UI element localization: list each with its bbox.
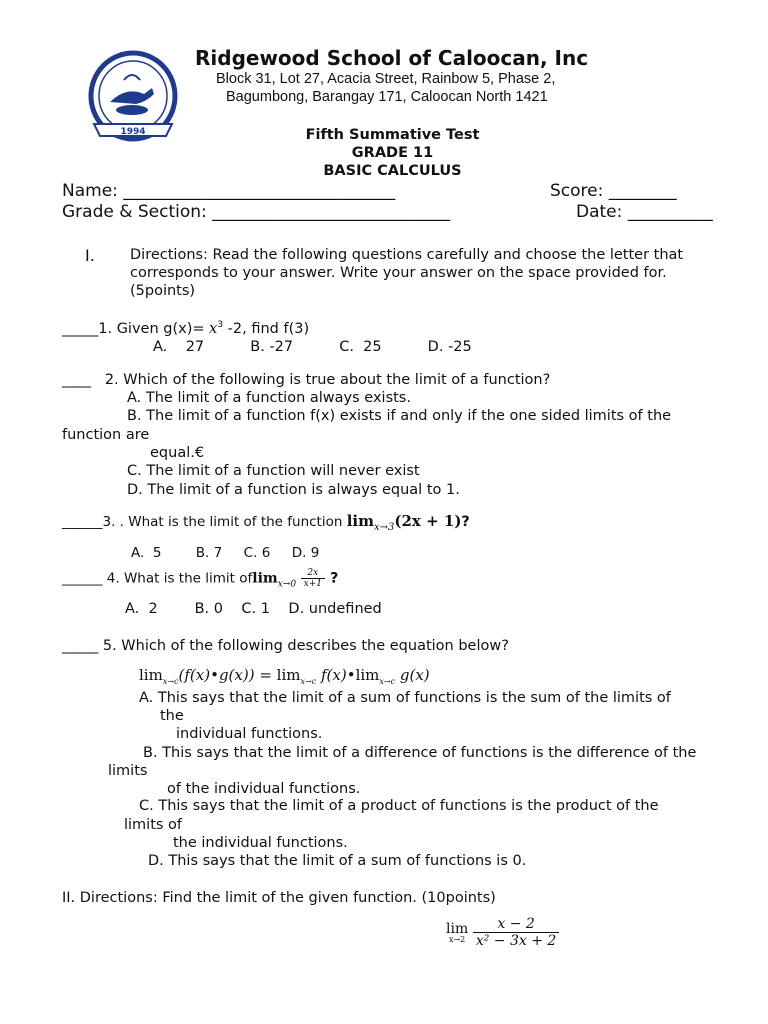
q4-numerator: 2x bbox=[301, 568, 325, 579]
q5-option-b-line2: limits bbox=[108, 763, 148, 779]
q5-option-a-line3: individual functions. bbox=[176, 726, 323, 742]
q5-option-d: D. This says that the limit of a sum of functions is 0. bbox=[148, 853, 527, 869]
grade-label: GRADE 11 bbox=[351, 145, 434, 161]
q3-suffix: ? bbox=[461, 514, 470, 530]
seal-year: 1994 bbox=[120, 127, 146, 137]
q4-sub: x→0 bbox=[277, 579, 297, 590]
part2-lim: lim bbox=[446, 920, 469, 937]
school-name: Ridgewood School of Caloocan, Inc bbox=[195, 46, 589, 70]
q5-option-a-line1: A. This says that the limit of a sum of functions is the sum of the limits of bbox=[139, 690, 671, 706]
q2-option-a: A. The limit of a function always exists. bbox=[127, 390, 411, 406]
q4-fraction bbox=[301, 568, 325, 589]
q5-eq-lim-2: lim bbox=[276, 666, 301, 684]
q2-option-b-line1: B. The limit of a function f(x) exists if and only if the one sided limits of the bbox=[127, 408, 672, 424]
part2-directions: II. Directions: Find the limit of the given function. (10points) bbox=[62, 890, 496, 906]
q5-option-c-line1: C. This says that the limit of a product of functions is the product of the bbox=[139, 798, 659, 814]
part2-limit-expression bbox=[446, 916, 559, 949]
q5-eq-sub-3: x→c bbox=[379, 677, 396, 686]
q5-option-b-line1: B. This says that the limit of a difference of functions is the difference of the bbox=[143, 745, 697, 761]
q2-option-d: D. The limit of a function is always equal to 1. bbox=[127, 482, 460, 498]
q2-option-c: C. The limit of a function will never exist bbox=[127, 463, 420, 479]
q3-options: A. 5 B. 7 C. 6 D. 9 bbox=[131, 545, 320, 561]
q3-prefix: ______3. . What is the limit of the function bbox=[62, 514, 347, 530]
score-field: Score: ________ bbox=[550, 181, 677, 201]
address-line-1: Block 31, Lot 27, Acacia Street, Rainbow 5, Phase 2, bbox=[216, 71, 556, 87]
q5-eq-lim-3: lim bbox=[355, 666, 380, 684]
q1-exp: 3 bbox=[217, 320, 224, 330]
q3-lim: lim bbox=[346, 512, 374, 530]
q4-denominator: x+1 bbox=[303, 579, 322, 589]
q1-var: x bbox=[209, 320, 218, 337]
question-5-stem: _____ 5. Which of the following describes the equation below? bbox=[62, 638, 509, 654]
q5-option-c-line2: limits of bbox=[124, 817, 183, 833]
q5-eq-body-3: g(x) bbox=[399, 666, 430, 684]
q5-eq-sub-1: x→c bbox=[162, 677, 179, 686]
part1-directions-2: corresponds to your answer. Write your answer on the space provided for. bbox=[130, 265, 667, 281]
q4-options: A. 2 B. 0 C. 1 D. undefined bbox=[125, 601, 382, 617]
q5-option-c-line3: the individual functions. bbox=[173, 835, 348, 851]
part2-denominator: x² − 3x + 2 bbox=[475, 933, 557, 949]
q5-eq-body-2: f(x)• bbox=[320, 666, 356, 684]
part1-number: I. bbox=[85, 246, 95, 265]
part2-numerator: x − 2 bbox=[473, 916, 559, 933]
part2-fraction bbox=[473, 916, 559, 949]
part1-directions-3: (5points) bbox=[130, 283, 196, 299]
part1-directions-1: Directions: Read the following questions carefully and choose the letter that bbox=[130, 247, 684, 263]
question-3 bbox=[62, 512, 470, 533]
q3-sub: x→3 bbox=[374, 521, 395, 533]
q2-option-b-line2: function are bbox=[62, 427, 150, 443]
q1-prefix: _____1. Given g(x)= bbox=[62, 320, 210, 337]
q5-eq-lim-1: lim bbox=[139, 666, 163, 684]
test-title: Fifth Summative Test bbox=[305, 127, 480, 143]
address-line-2: Bagumbong, Barangay 171, Caloocan North 1421 bbox=[226, 89, 548, 105]
q5-option-a-line2: the bbox=[160, 708, 184, 724]
q4-lim: lim bbox=[252, 570, 278, 587]
subject-label: BASIC CALCULUS bbox=[323, 163, 462, 179]
q5-eq-sub-2: x→c bbox=[300, 677, 317, 686]
q4-prefix: ______ 4. What is the limit of bbox=[62, 570, 253, 587]
date-field: Date: __________ bbox=[576, 202, 713, 222]
q1-options: A. 27 B. -27 C. 25 D. -25 bbox=[153, 339, 472, 355]
q2-option-b-line3: equal.€ bbox=[150, 445, 205, 461]
question-4 bbox=[62, 568, 338, 589]
q3-expr: (2x + 1) bbox=[394, 512, 462, 530]
name-field: Name: ________________________________ bbox=[62, 181, 396, 201]
q1-suffix: -2, find f(3) bbox=[223, 320, 310, 337]
grade-section-field: Grade & Section: ____________________________ bbox=[62, 202, 451, 222]
q4-suffix: ? bbox=[325, 570, 339, 587]
q5-equation bbox=[139, 666, 430, 686]
question-1 bbox=[62, 320, 309, 337]
part2-sub: x→2 bbox=[448, 934, 466, 944]
question-2-stem: ____ 2. Which of the following is true about the limit of a function? bbox=[62, 372, 551, 388]
q5-eq-body-1: (f(x)•g(x)) = bbox=[178, 666, 277, 684]
q5-option-b-line3: of the individual functions. bbox=[167, 781, 361, 797]
